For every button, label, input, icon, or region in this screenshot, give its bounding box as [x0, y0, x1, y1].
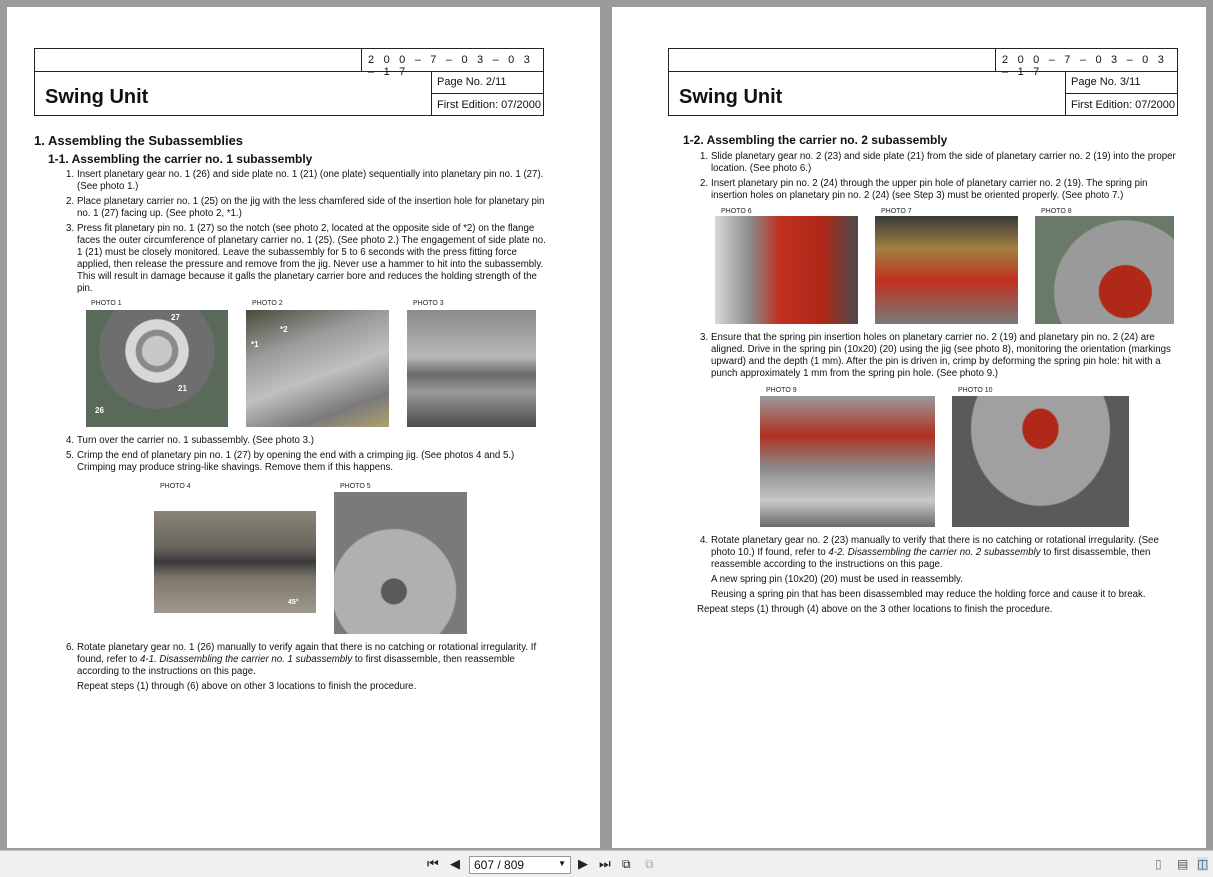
- photo-label: PHOTO 1: [91, 300, 122, 307]
- last-page-icon[interactable]: ⏭: [599, 856, 611, 871]
- photo-4: 45°: [154, 511, 316, 613]
- first-page-icon[interactable]: ⏮: [427, 856, 439, 871]
- photo-2: *2 *1: [246, 310, 389, 427]
- photo-label: PHOTO 5: [340, 483, 371, 490]
- photo-label: PHOTO 9: [766, 387, 797, 394]
- page-header-table: [668, 48, 1178, 116]
- subsection-heading: 1-1. Assembling the carrier no. 1 subassembly: [48, 152, 313, 166]
- section-heading: 1. Assembling the Subassemblies: [34, 133, 244, 148]
- single-page-view-icon[interactable]: ▯: [1155, 857, 1162, 871]
- photo-7: [875, 216, 1018, 324]
- note-text: A new spring pin (10x20) (20) must be used in reassembly.: [711, 574, 963, 585]
- document-code: 2 0 0 – 7 – 0 3 – 0 3 – 1 7: [361, 49, 543, 72]
- dropdown-arrow-icon[interactable]: ▼: [558, 859, 566, 868]
- step-item: 1. Insert planetary gear no. 1 (26) and side plate no. 1 (21) (one plate) sequentially into planetary pin no. 1 (27). (See photo 1.): [66, 169, 544, 192]
- pdf-page-right: [612, 7, 1206, 848]
- edition: First Edition: 07/2000: [1065, 94, 1177, 116]
- photo-label: PHOTO 8: [1041, 208, 1072, 215]
- page-header-table: [34, 48, 544, 116]
- photo-label: PHOTO 6: [721, 208, 752, 215]
- note-text: Crimping may produce string-like shavings. Remove them if this happens.: [77, 462, 394, 473]
- photo-label: PHOTO 10: [958, 387, 993, 394]
- photo-9: [760, 396, 935, 527]
- step-item: 2. Place planetary carrier no. 1 (25) on the jig with the less chamfered side of the insertion hole for planetary pin no. 1 (27) facing up. (See photo 2, *1.): [66, 196, 545, 219]
- step-item: 3. Ensure that the spring pin insertion holes on planetary carrier no. 2 (19) and planetary pin no. 2 (24) are aligned. Drive in the spring pin (10x20) (20) using the jig (see photo 8), monitoring the orientation (markings upward) and the depth (1 mm). After the pin is driven in, crimp by deforming the spring pin hole: hit with a punch approximately 1 mm from the spring pin hole. (See photo 9.): [700, 332, 1171, 379]
- cross-reference: 4-1. Disassembling the carrier no. 1 subassembly: [140, 654, 353, 665]
- photo-label: PHOTO 7: [881, 208, 912, 215]
- photo-1: 27 21 26: [86, 310, 228, 427]
- step-item: 3. Press fit planetary pin no. 1 (27) so the notch (see photo 2, located at the opposite side of *2) on the flange faces the outer circumference of planetary carrier no. 1 (25). (See photo 2.) The engagement of side plate no. 1 (21) must be closely monitored. Leave the subassembly for 5 to 6 seconds with the press fitting force applied, then release the pressure and remove from the jig. Never use a hammer to hit into the subassembly. This will result in damage because it galls the planetary carrier bore and reduces the holding strength of the pin.: [66, 223, 546, 294]
- note-text: Repeat steps (1) through (4) above on the 3 other locations to finish the procedure.: [697, 604, 1053, 615]
- subsection-heading: 1-2. Assembling the carrier no. 2 subassembly: [683, 133, 948, 147]
- step-item: 2. Insert planetary pin no. 2 (24) through the upper pin hole of planetary carrier no. 2 (19). The spring pin insertion holes on planetary pin no. 2 (24) (see Step 3) must be oriented properly. (See photo 7.): [700, 178, 1148, 201]
- photo-5: [334, 492, 467, 634]
- continuous-view-icon[interactable]: ▤: [1177, 857, 1189, 871]
- viewer-toolbar: [0, 850, 1213, 877]
- photo-label: PHOTO 2: [252, 300, 283, 307]
- step-item: 1. Slide planetary gear no. 2 (23) and side plate (21) from the side of planetary carrier no. 2 (19) into the proper location. (See photo 6.): [700, 151, 1176, 174]
- page-number: Page No. 2/11: [431, 72, 543, 94]
- previous-page-icon[interactable]: ◀: [450, 856, 460, 871]
- page-title: Swing Unit: [679, 86, 783, 108]
- photo-label: PHOTO 4: [160, 483, 191, 490]
- step-item: 6. Rotate planetary gear no. 1 (26) manually to verify again that there is no catching or rotational irregularity. If found, refer to 4-1. Disassembling the carrier no. 1 subassembly to first disassemble, then reassemble according to the instructions on this page.: [66, 642, 537, 677]
- photo-3: [407, 310, 536, 427]
- go-forward-view-icon[interactable]: ⧉: [645, 857, 654, 871]
- photo-label: PHOTO 3: [413, 300, 444, 307]
- go-back-view-icon[interactable]: ⧉: [622, 857, 631, 871]
- next-page-icon[interactable]: ▶: [578, 856, 588, 871]
- document-code: 2 0 0 – 7 – 0 3 – 0 3 – 1 7: [995, 49, 1177, 72]
- photo-6: [715, 216, 858, 324]
- step-item: 4. Turn over the carrier no. 1 subassembly. (See photo 3.): [66, 435, 314, 446]
- note-text: Reusing a spring pin that has been disassembled may reduce the holding force and cause it to break.: [711, 589, 1146, 600]
- cross-reference: 4-2. Disassembling the carrier no. 2 subassembly: [828, 547, 1041, 558]
- note-text: Repeat steps (1) through (6) above on other 3 locations to finish the procedure.: [77, 681, 417, 692]
- page-title: Swing Unit: [45, 86, 149, 108]
- page-number: Page No. 3/11: [1065, 72, 1177, 94]
- photo-10: [952, 396, 1129, 527]
- pdf-page-left: [7, 7, 600, 848]
- step-item: 4. Rotate planetary gear no. 2 (23) manually to verify that there is no catching or rotational irregularity. (See photo 10.) If found, refer to 4-2. Disassembling the carrier no. 2 subassembly to first disassemble, then reassemble according to the instructions on this page.: [700, 535, 1159, 570]
- step-item: 5. Crimp the end of planetary pin no. 1 (27) by opening the end with a crimping jig. (See photos 4 and 5.): [66, 450, 515, 461]
- photo-8: [1035, 216, 1174, 324]
- two-page-view-icon[interactable]: ◫: [1197, 857, 1209, 871]
- edition: First Edition: 07/2000: [431, 94, 543, 116]
- page-number-input[interactable]: 607 / 809 ▼: [469, 856, 571, 874]
